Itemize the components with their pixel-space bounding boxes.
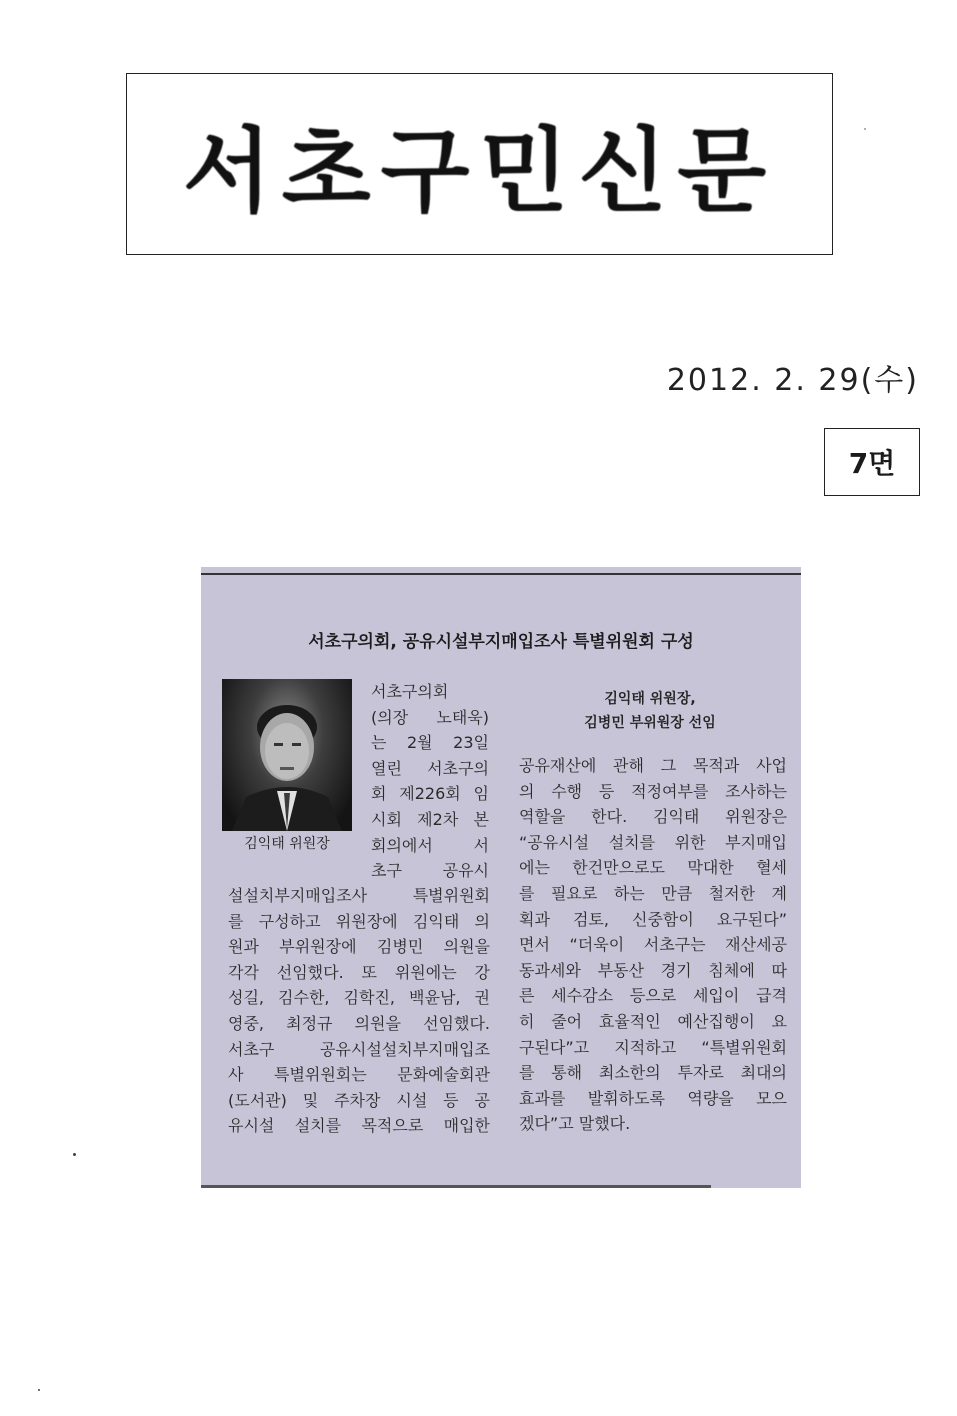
portrait-photo [222, 679, 352, 831]
text-line: (도서관) 및 주차장 시설 등 공 [228, 1090, 490, 1110]
text-line: 초구 공유시 [371, 861, 489, 881]
text-line: 설설치부지매입조사 특별위원회 [228, 886, 490, 905]
article-text-right [519, 753, 787, 1137]
clipping-top-rule [201, 573, 801, 575]
masthead-box [126, 73, 833, 255]
text-line: 각각 선임했다. 또 위원에는 강 [228, 962, 490, 982]
text-line: 시회 제2차 본 [371, 809, 489, 829]
text-line: 서초구의회 [371, 682, 449, 701]
text-line: 사 특별위원회는 문화예술회관 [228, 1065, 490, 1085]
article-text-left-top [371, 679, 489, 884]
text-line: 를 필요로 하는 만큼 철저한 계 [519, 883, 787, 903]
text-line: 서초구 공유시설설치부지매입조 [228, 1039, 490, 1059]
text-line: 른 세수감소 등으로 세입이 급격 [519, 986, 787, 1006]
article-clipping [201, 567, 801, 1188]
text-line: 동과세와 부동산 경기 침체에 따 [519, 960, 787, 980]
photo-caption: 김익태 위원장 [244, 836, 330, 852]
text-line: 공유재산에 관해 그 목적과 사업 [519, 756, 787, 775]
text-line: 성길, 김수한, 김학진, 백윤남, 권 [228, 988, 490, 1008]
subhead-line: 김병민 부위원장 선임 [584, 715, 716, 731]
text-line: 회의에서 서 [371, 835, 489, 855]
clipping-bottom-rule [201, 1185, 711, 1188]
article-headline: 서초구의회, 공유시설부지매입조사 특별위원회 구성 [308, 632, 694, 652]
text-line: 를 구성하고 위원장에 김익태 의 [228, 911, 490, 931]
text-line: 원과 부위원장에 김병민 의원을 [228, 937, 490, 957]
text-line: 영중, 최정규 의원을 선임했다. [228, 1013, 490, 1033]
text-line: 역할을 한다. 김익태 위원장은 [519, 807, 787, 827]
article-text-left-bottom [228, 883, 490, 1139]
text-line: 획과 검토, 신중함이 요구된다” [519, 909, 787, 929]
text-line: 에는 한건만으로도 막대한 혈세 [519, 858, 787, 878]
scan-speck [38, 1389, 40, 1391]
text-line: 겠다”고 말했다. [519, 1114, 631, 1134]
text-line: 구된다”고 지적하고 “특별위원회 [519, 1037, 787, 1057]
text-line: 히 줄어 효율적인 예산집행이 요 [519, 1011, 787, 1031]
scan-speck [864, 128, 866, 130]
text-line: 의 수행 등 적정여부를 조사하는 [519, 781, 787, 801]
text-line: 열린 서초구의 [371, 758, 489, 778]
text-line: 를 통해 최소한의 투자로 최대의 [519, 1063, 787, 1083]
page-number-badge: 7면 [824, 428, 920, 496]
text-line: 효과를 발휘하도록 역량을 모으 [519, 1088, 787, 1108]
issue-date: 2012. 2. 29(수) [666, 363, 919, 398]
newspaper-title: 서초구민신문 [182, 118, 777, 225]
text-line: 면서 “더욱이 서초구는 재산세공 [519, 935, 787, 955]
text-line: 회 제226회 임 [371, 784, 489, 804]
text-line: “공유시설 설치를 위한 부지매입 [519, 832, 787, 852]
article-subhead [519, 687, 781, 735]
portrait-illustration [222, 679, 352, 831]
text-line: 유시설 설치를 목적으로 매입한 [228, 1116, 490, 1136]
text-line: (의장 노태욱) [371, 707, 489, 727]
subhead-line: 김익태 위원장, [604, 691, 696, 707]
text-line: 는 2월 23일 [371, 733, 489, 753]
scan-speck [73, 1153, 76, 1156]
